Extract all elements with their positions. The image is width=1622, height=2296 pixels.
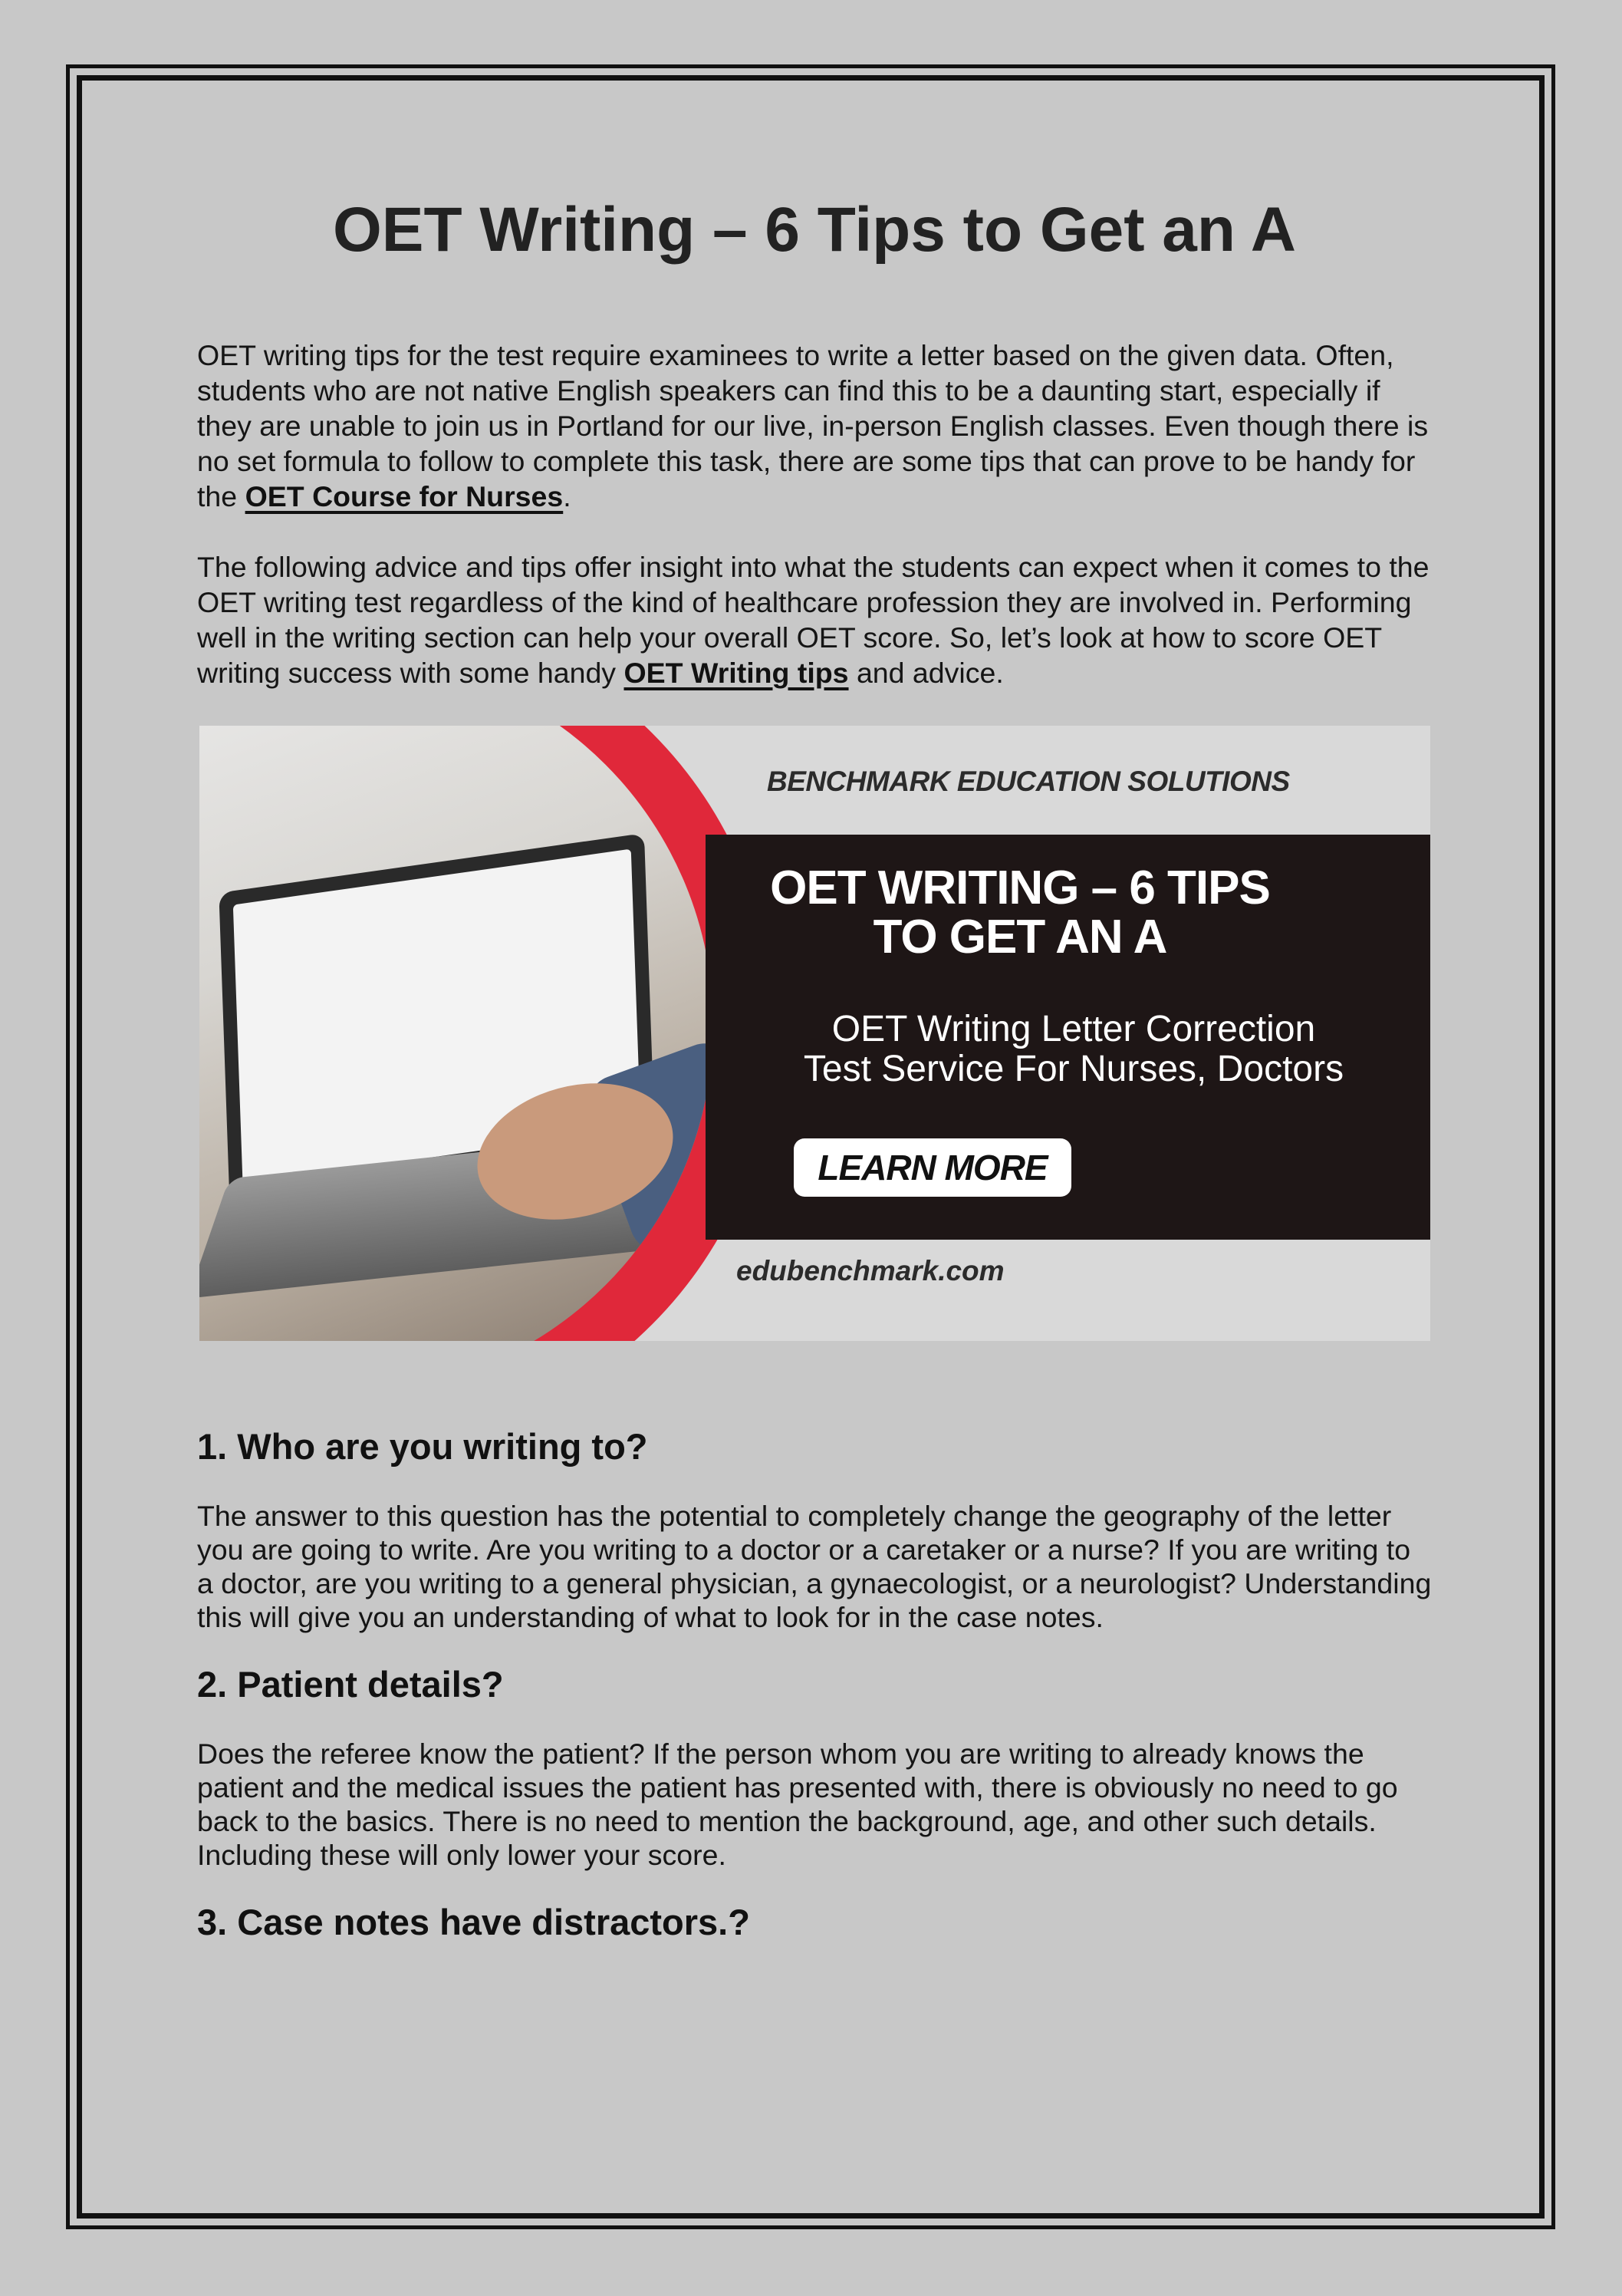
oet-writing-tips-link[interactable]: OET Writing tips bbox=[623, 657, 849, 689]
intro-paragraph-1 bbox=[197, 338, 1432, 514]
intro-paragraph-2 bbox=[197, 549, 1432, 690]
intro-p1-end: . bbox=[563, 480, 571, 512]
promo-banner[interactable] bbox=[199, 726, 1430, 1341]
page-title: OET Writing – 6 Tips to Get an A bbox=[333, 195, 1296, 265]
learn-more-button[interactable]: LEARN MORE bbox=[794, 1138, 1071, 1197]
banner-subline-line-1: OET Writing Letter Correction bbox=[831, 1009, 1316, 1049]
banner-brand: BENCHMARK EDUCATION SOLUTIONS bbox=[767, 766, 1290, 797]
banner-headline-line-2: TO GET AN A bbox=[873, 911, 1167, 964]
banner-headline bbox=[706, 861, 1334, 964]
laptop-photo bbox=[199, 726, 713, 1341]
intro-p2-end: and advice. bbox=[848, 657, 1004, 689]
section-3-heading: 3. Case notes have distractors.? bbox=[197, 1902, 750, 1942]
section-1-body: The answer to this question has the potential to completely change the geography of the letter you are going to write. Are you writing to a doctor or a caretaker or a nurse? If you are writing to a doctor, are you writing to a general physician, a gynaecologist, or a neurologist? Understanding this will give you an understanding of what to look for in the case notes. bbox=[197, 1500, 1432, 1633]
intro-p1-text: OET writing tips for the test require examinees to write a letter based on the given data. Often, students who are not native English speakers can find this to be a daunting start, especially if they are unable to join us in Portland for our live, in-person English classes. Even though there is no set formula to follow to complete this task, there are some tips that can prove to be handy for the bbox=[197, 339, 1429, 512]
section-2-body: Does the referee know the patient? If the person whom you are writing to already knows the patient and the medical issues the patient has presented with, there is obviously no need to go back to the basics. There is no need to mention the background, age, and other such details. Including these will only lower your score. bbox=[197, 1738, 1398, 1871]
banner-website[interactable]: edubenchmark.com bbox=[736, 1255, 1005, 1286]
banner-subline bbox=[736, 1010, 1411, 1089]
banner-subline-line-2: Test Service For Nurses, Doctors bbox=[803, 1049, 1344, 1089]
banner-headline-line-1: OET WRITING – 6 TIPS bbox=[770, 861, 1270, 914]
intro-p2-text: The following advice and tips offer insight into what the students can expect when it comes to the OET writing test regardless of the kind of healthcare profession they are involved in. Performing well in the writing section can help your overall OET score. So, let’s look at how to score OET writing success with some handy bbox=[197, 551, 1430, 689]
banner-dark-panel bbox=[706, 835, 1430, 1240]
document-content bbox=[197, 192, 1432, 1975]
section-2-heading: 2. Patient details? bbox=[197, 1664, 504, 1705]
section-1-heading: 1. Who are you writing to? bbox=[197, 1426, 648, 1467]
oet-course-link[interactable]: OET Course for Nurses bbox=[245, 480, 564, 512]
